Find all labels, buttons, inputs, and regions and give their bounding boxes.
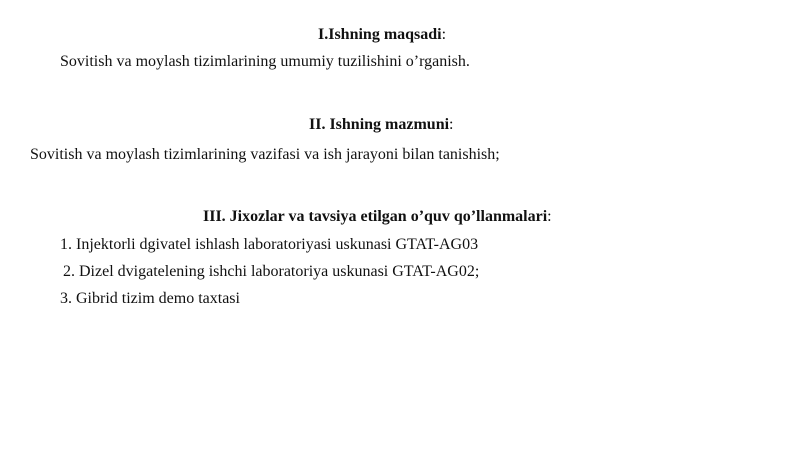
section-3-heading-text: III. Jixozlar va tavsiya etilgan o’quv qo’llanmalari — [203, 208, 548, 225]
equipment-item-3: 3. Gibrid tizim demo taxtasi — [60, 290, 240, 307]
section-1-heading-text: I.Ishning maqsadi — [318, 26, 442, 43]
section-3-heading — [203, 207, 552, 227]
equipment-item-2: 2. Dizel dvigatelening ishchi laboratoriya uskunasi GTAT-AG02; — [63, 263, 480, 280]
section-2-heading — [309, 115, 454, 135]
section-3-heading-colon: : — [547, 208, 552, 225]
equipment-item-1: 1. Injektorli dgivatel ishlash laboratoriyasi uskunasi GTAT-AG03 — [60, 236, 479, 253]
section-2-heading-text: II. Ishning mazmuni — [309, 116, 450, 133]
section-1-heading — [318, 25, 446, 45]
section-2-heading-colon: : — [449, 116, 454, 133]
section-2-body: Sovitish va moylash tizimlarining vazifasi va ish jarayoni bilan tanishish; — [30, 146, 500, 163]
section-1-body: Sovitish va moylash tizimlarining umumiy tuzilishini o’rganish. — [60, 53, 470, 70]
section-1-heading-colon: : — [441, 26, 447, 43]
